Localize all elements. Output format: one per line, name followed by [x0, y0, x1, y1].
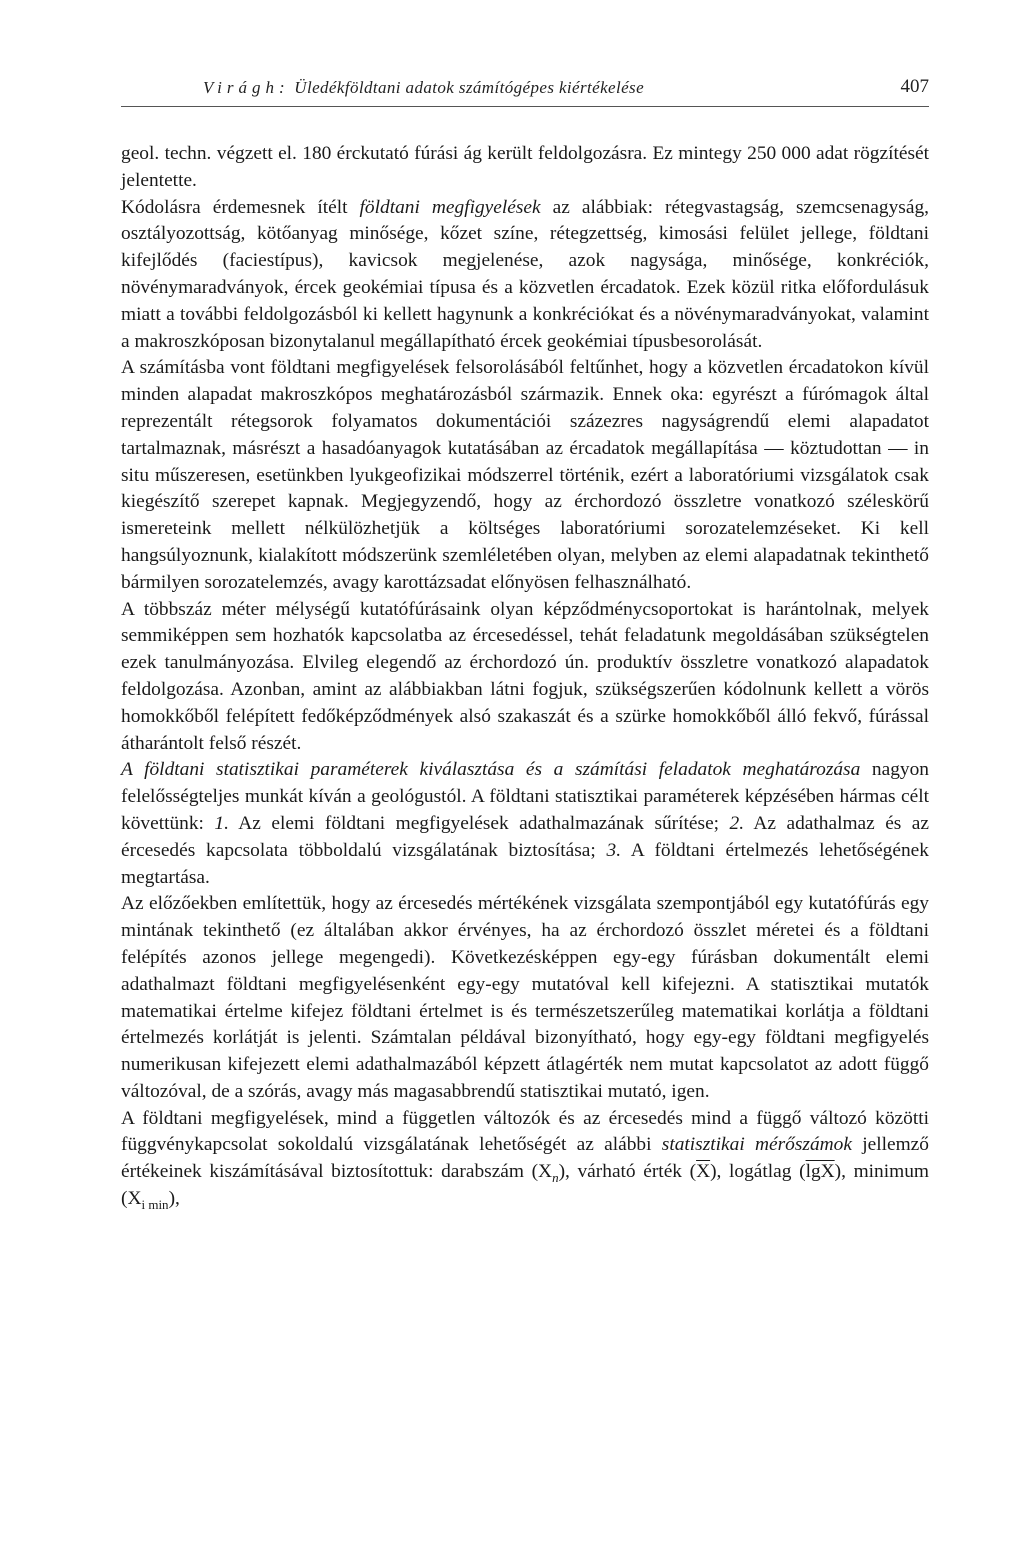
paragraph — [121, 195, 929, 356]
paragraph — [121, 355, 929, 596]
text-segment: i min — [141, 1196, 169, 1212]
text-segment: Az elemi földtani megfigyelések adathalmazának sűrítése; — [228, 812, 730, 834]
paragraph — [121, 891, 929, 1105]
text-segment: geol. techn. végzett el. 180 érckutató fúrási ág került feldolgozásra. Ez mintegy 250 000 adat rögzítését jelentette. — [121, 143, 929, 191]
text-segment: 2. — [729, 812, 745, 834]
running-title — [203, 78, 644, 98]
text-segment: Az előzőekben említettük, hogy az ércesedés mértékének vizsgálata szempontjából egy kutatófúrás egy mintának tekinthető (ez általában akkor érvényes, ha az érchordozó összlet méretei és a földtani felépítés azonos jellege megengedi). Következésképpen egy-egy fúrásban dokumentált elemi adathalmazt földtani megfigyelésenként egy-egy mutatóval kell kifejezni. A statisztikai mutatók matematikai értelme kifejez földtani értelmet is és természetszerűleg matematikai korlátja a földtani értelmezés korlátját is jelenti. Számtalan példával bizonyítható, hogy egy-egy földtani megfigyelés numerikusan kifejezett elemi adathalmazából képzett átlagérték nem mutat kapcsolatot az adott függő változóval, de a szórás, avagy más magasabbrendű statisztikai mutató, igen. — [121, 893, 929, 1102]
paragraph — [121, 757, 929, 891]
page — [121, 70, 929, 1213]
paragraph — [121, 597, 929, 758]
text-segment: az alábbiak: rétegvastagság, szemcsenagyság, osztályozottság, kötőanyag minősége, kőzet színe, rétegzettség, kimosási felület jellege, földtani kifejlődés (faciestípus), kavicsok megjelenése, azok nagysága, minősége, konkréciók, növénymaradványok, ércek geokémiai típusa és a közvetlen ércadatok. Ezek közül ritka előfordulásuk miatt a további feldolgozásból ki kellett hagynunk a konkréciókat és a növénymaradványokat, valamint a makroszkóposan bizonytalanul megállapítható ércek geokémiai típusbesorolását. — [121, 196, 929, 352]
text-segment: ), várható érték ( — [558, 1161, 697, 1183]
header-title: Üledékföldtani adatok számítógépes kiértékelése — [294, 78, 645, 97]
paragraph — [121, 141, 929, 195]
text-segment: n — [552, 1170, 559, 1186]
text-segment: $\overline{lgX}$ — [805, 1161, 835, 1183]
text-segment: Kódolásra érdemesnek ítélt — [121, 196, 360, 218]
text-segment: A földtani statisztikai paraméterek kiválasztása és a számítási feladatok meghatározása — [121, 759, 861, 781]
text-segment: Az adathalmaz és az ércesedés kapcsolata többoldalú vizsgálatának biztosítása; — [121, 812, 930, 861]
text-segment: nagyon felelősségteljes munkát kíván a geológustól. A földtani statisztikai paraméterek képzésében hármas célt követtünk: — [121, 759, 930, 834]
text-segment: statisztikai mérőszámok — [661, 1134, 852, 1156]
page-number: 407 — [900, 76, 929, 97]
text-segment: 3. — [606, 839, 622, 861]
text-segment: ), — [168, 1188, 180, 1210]
text-segment: 1. — [214, 812, 229, 834]
text-segment: A földtani értelmezés lehetőségének megtartása. — [121, 839, 929, 888]
body-text — [121, 141, 929, 1213]
text-segment: A földtani megfigyelések, mind a független változók és az ércesedés mind a függő változó közötti függvénykapcsolat sokoldalú vizsgálatának lehetőségét az alábbi — [121, 1107, 929, 1156]
text-segment: $\overline{X}$ — [696, 1161, 711, 1183]
header-author: Virágh: — [203, 78, 290, 97]
running-header — [121, 70, 929, 107]
text-segment: jellemző értékeinek kiszámításával biztosítottuk: darabszám (X — [121, 1134, 929, 1183]
text-segment: földtani megfigyelések — [359, 196, 541, 218]
text-segment: A számításba vont földtani megfigyelések felsorolásából feltűnhet, hogy a közvetlen ércadatokon kívül minden alapadat makroszkópos meghatározásból származik. Ennek oka: egyrészt a fúrómagok által reprezentált rétegsorok folyamatos dokumentációi százezres nagyságrendű elemi alapadatot tartalmaznak, másrészt a hasadóanyagok kutatásában az ércadatok megállapítása — köztudottan — in situ műszeresen, esetünkben lyukgeofizikai módszerrel történik, ezért a laboratóriumi vizsgálatok csak kiegészítő szerepet kapnak. Megjegyzendő, hogy az érchordozó összletre vonatkozó széleskörű ismereteink mellett nélkülözhetjük a költséges laboratóriumi sorozatelemzéseket. Ki kell hangsúlyoznunk, kialakított módszerünk szemléletében olyan, melyben az elemi alapadatnak tekinthető bármilyen sorozatelemzés, avagy karottázsadat előnyösen felhasználható. — [121, 357, 929, 593]
text-segment: ), logátlag ( — [710, 1161, 806, 1183]
paragraph — [121, 1106, 929, 1213]
text-segment: A többszáz méter mélységű kutatófúrásaink olyan képződménycsoportokat is harántolnak, melyek semmiképpen sem hozhatók kapcsolatba az ércesedéssel, tehát feladatunk megoldásában szükségtelen ezek tanulmányozása. Elvileg elegendő az érchordozó ún. produktív összletre vonatkozó alapadatok feldolgozása. Azonban, amint az alábbiakban látni fogjuk, szükségszerűen kódolnunk kellett a vörös homokkőből felépített fedőképződmények alsó szakaszát és a szürke homokkőből álló fekvő, fúrással átharántolt felső részét. — [121, 598, 929, 754]
text-segment: ), minimum (X — [121, 1161, 929, 1210]
